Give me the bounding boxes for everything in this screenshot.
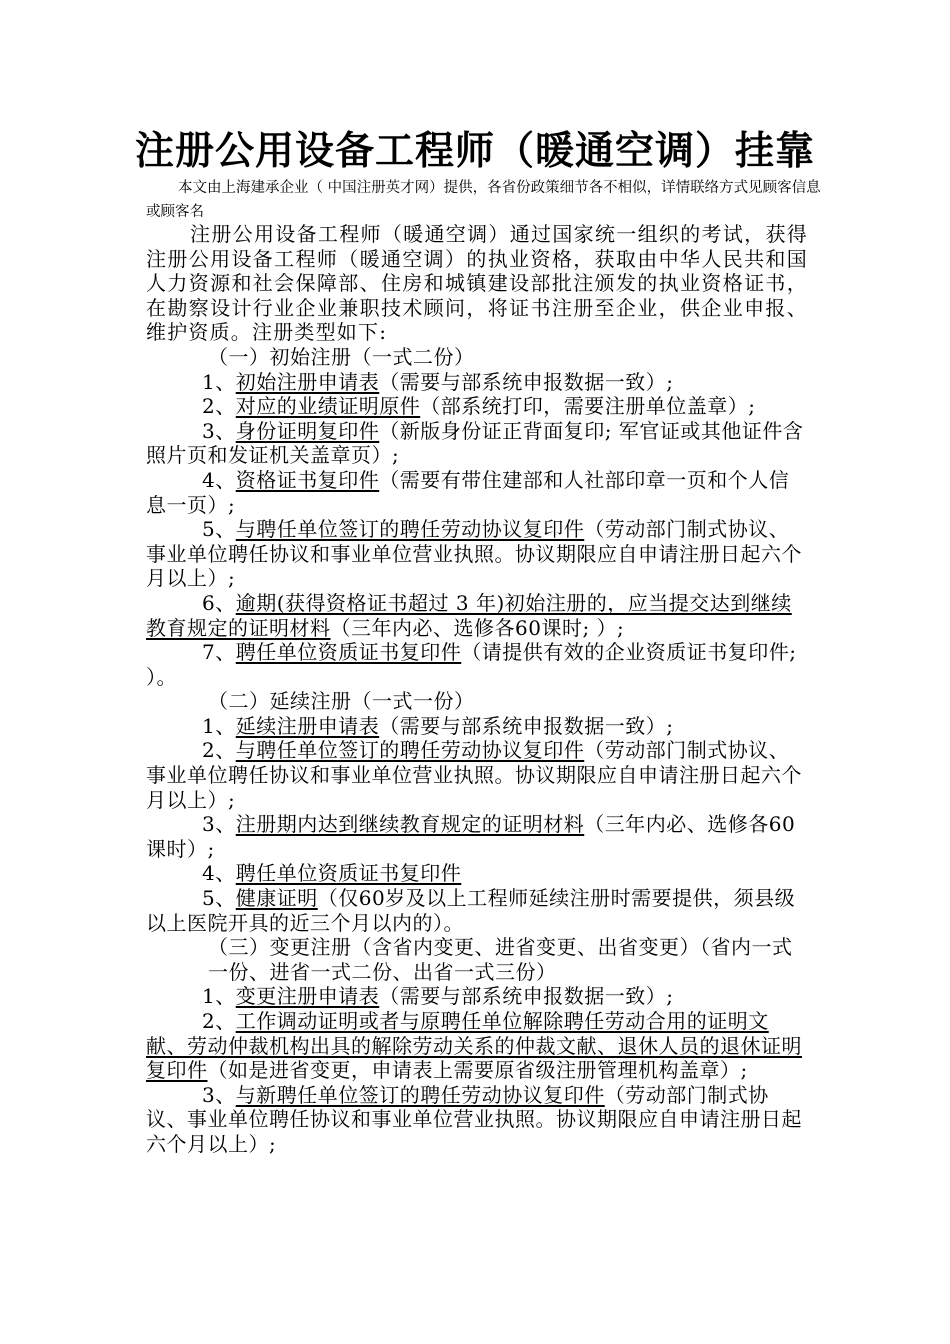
list-item <box>146 517 808 591</box>
item-number: 6、 <box>202 590 236 615</box>
list-item <box>146 419 808 468</box>
list-item <box>146 984 808 1009</box>
item-number: 1、 <box>202 984 236 1009</box>
item-number: 5、 <box>202 886 236 911</box>
document-name: 变更注册申请表 <box>235 984 380 1009</box>
item-description: （劳动部门制式协议、事业单位聘任协议和事业单位营业执照。协议期限应自申请注册日起六个月以上）; <box>146 738 802 812</box>
document-name: 与聘任单位签订的聘任劳动协议复印件 <box>235 738 585 763</box>
item-description: （劳动部门制式协议、事业单位聘任协议和事业单位营业执照。协议期限应自申请注册日起六个月以上）; <box>146 1082 802 1156</box>
item-number: 4、 <box>202 467 236 492</box>
document-name: 资格证书复印件 <box>235 467 380 492</box>
item-description: （部系统打印，需要注册单位盖章）; <box>420 394 756 419</box>
document-name: 注册期内达到继续教育规定的证明材料 <box>235 812 585 837</box>
list-item <box>146 861 808 886</box>
item-description: （需要与部系统申报数据一致）; <box>379 713 674 738</box>
document-name: 与新聘任单位签订的聘任劳动协议复印件 <box>235 1082 605 1107</box>
source-note: 本文由上海建承企业（ 中国注册英才网）提供，各省份政策细节各不相似，详情联络方式见顾客信息或顾客名 <box>146 180 821 220</box>
list-item <box>146 886 808 935</box>
list-item <box>146 370 808 395</box>
item-description: （如是进省变更，申请表上需要原省级注册管理机构盖章）; <box>207 1058 748 1083</box>
item-number: 7、 <box>202 640 236 665</box>
list-item <box>146 591 808 640</box>
list-item <box>146 812 808 861</box>
document-name: 对应的业绩证明原件 <box>235 394 421 419</box>
item-number: 2、 <box>202 394 236 419</box>
item-description: （三年内必、选修各60课时）; <box>146 812 796 861</box>
page-title: 注册公用设备工程师（暖通空调）挂靠 <box>134 129 815 174</box>
item-description: （新版身份证正背面复印; 军官证或其他证件含照片页和发证机关盖章页）; <box>146 418 804 468</box>
item-number: 2、 <box>202 1009 236 1033</box>
document-name: 工作调动证明或者与原聘任单位解除聘任劳动合用的证明文献、劳动仲裁机构出具的解除劳动关系的仲裁文献、退休人员的退休证明复印件 <box>146 1009 802 1083</box>
list-item <box>146 468 808 517</box>
intro-paragraph: 注册公用设备工程师（暖通空调）通过国家统一组织的考试，获得注册公用设备工程师（暖通空调）的执业资格，获取由中华人民共和国人力资源和社会保障部、住房和城镇建设部批注颁发的执业资格证书，在勘察设计行业企业兼职技术顾问，将证书注册至企业，供企业申报、维护资质。注册类型如下: <box>146 222 808 345</box>
item-description: （三年内必、选修各60课时; ）; <box>330 615 625 640</box>
section-heading-renewal: （二）延续注册（一式一份） <box>208 689 475 714</box>
list-item <box>146 394 808 419</box>
list-item <box>146 640 808 689</box>
document-name: 健康证明 <box>235 886 318 911</box>
list-item <box>146 1009 808 1083</box>
document-name: 与聘任单位签订的聘任劳动协议复印件 <box>235 517 585 542</box>
item-number: 4、 <box>202 861 236 886</box>
list-item <box>146 1083 808 1157</box>
item-description: （仅60岁及以上工程师延续注册时需要提供，须县级以上医院开具的近三个月以内的）。 <box>146 886 796 935</box>
item-description: （需要有带住建部和人社部印章一页和个人信息一页）; <box>146 467 790 517</box>
item-number: 2、 <box>202 738 236 763</box>
document-name: 聘任单位资质证书复印件 <box>235 861 462 886</box>
list-item <box>146 714 808 739</box>
item-description: （劳动部门制式协议、事业单位聘任协议和事业单位营业执照。协议期限应自申请注册日起六个月以上）; <box>146 517 802 591</box>
document-name: 延续注册申请表 <box>235 713 380 738</box>
item-number: 3、 <box>202 418 236 443</box>
item-number: 3、 <box>202 1082 236 1107</box>
item-number: 3、 <box>202 812 236 837</box>
document-name: 身份证明复印件 <box>235 418 380 443</box>
list-item <box>146 738 808 812</box>
item-description: （需要与部系统申报数据一致）; <box>379 984 674 1009</box>
document-name: 逾期(获得资格证书超过 3 年)初始注册的，应当提交达到继续教育规定的证明材料 <box>146 590 792 640</box>
item-description: （需要与部系统申报数据一致）; <box>379 369 674 394</box>
item-number: 1、 <box>202 369 236 394</box>
item-description: （请提供有效的企业资质证书复印件; ）。 <box>146 640 797 689</box>
document-body <box>146 222 808 1157</box>
section-heading-change: （三）变更注册（含省内变更、进省变更、出省变更）（省内一式一份、进省一式二份、出省一式三份） <box>208 935 793 984</box>
document-name: 初始注册申请表 <box>235 369 380 394</box>
item-number: 5、 <box>202 517 236 542</box>
document-name: 聘任单位资质证书复印件 <box>235 640 462 665</box>
item-number: 1、 <box>202 713 236 738</box>
section-heading-initial: （一）初始注册（一式二份） <box>208 344 475 369</box>
